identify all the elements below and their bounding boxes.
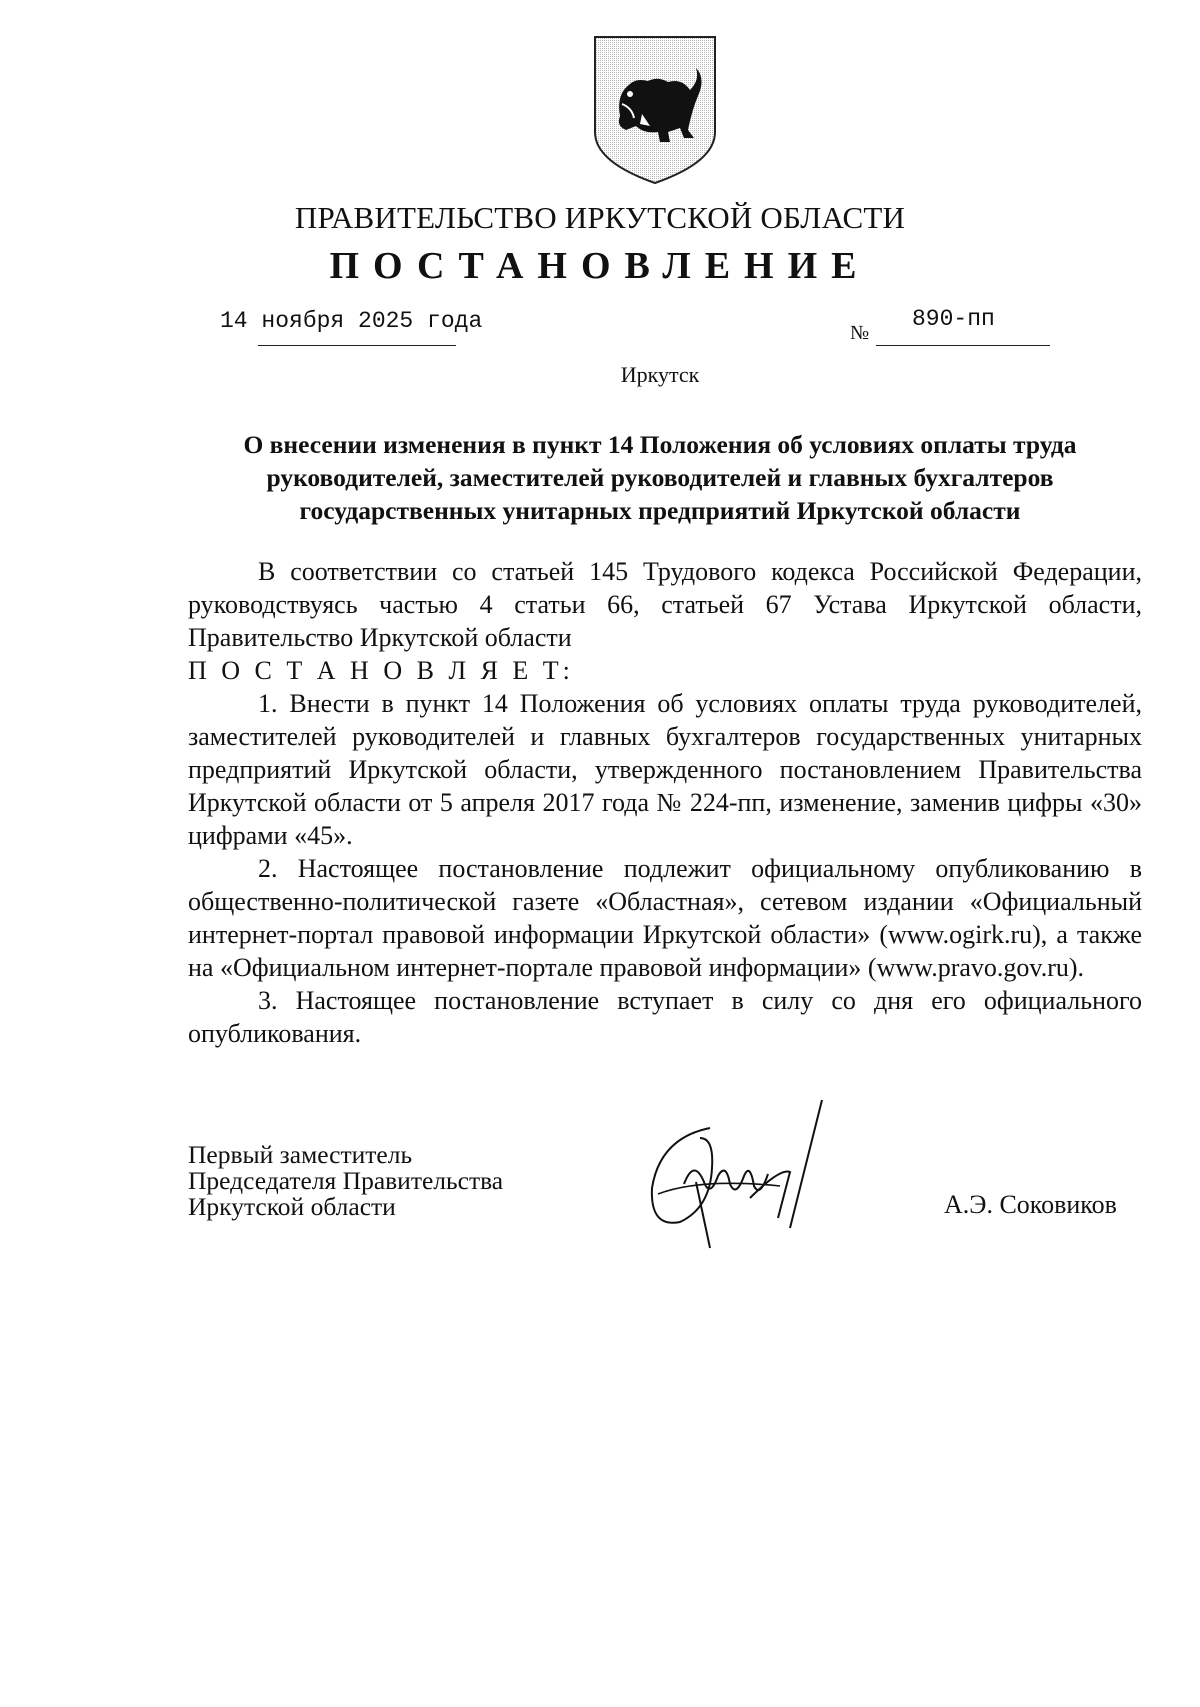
position-line-2: Председателя Правительства	[188, 1166, 504, 1195]
position-line-1: Первый заместитель	[188, 1140, 413, 1169]
government-name: ПРАВИТЕЛЬСТВО ИРКУТСКОЙ ОБЛАСТИ	[294, 200, 906, 235]
decree-word: П О С Т А Н О В Л Я Е Т:	[188, 656, 574, 685]
document-heading	[170, 428, 1150, 527]
city: Иркутск	[620, 362, 700, 387]
heading-line-2: руководителей, заместителей руководителей и главных бухгалтеров	[266, 463, 1054, 492]
signatory-position	[188, 1142, 503, 1220]
date-underline	[258, 345, 456, 346]
signatory-name: А.Э. Соковиков	[944, 1190, 1117, 1219]
item-1-paragraph: 1. Внести в пункт 14 Положения об условиях оплаты труда руководителей, заместителей руководителей и главных бухгалтеров государственных унитарных предприятий Иркутской области, утвержденного постановлением Правительства Иркутской области от 5 апреля 2017 года № 224-пп, изменение, заменив цифры «30» цифрами «45».	[188, 689, 1142, 850]
irkutsk-coat-of-arms-icon	[592, 34, 718, 186]
item-2-paragraph: 2. Настоящее постановление подлежит официальному опубликованию в общественно-политической газете «Областная», сетевом издании «Официальный интернет-портал правовой информации Иркутской области» (www.ogirk.ru), а также на «Официальном интернет-портале правовой информации» (www.pravo.gov.ru).	[188, 854, 1142, 982]
number-underline	[876, 345, 1050, 346]
position-line-3: Иркутской области	[188, 1192, 396, 1221]
number-sign: №	[850, 322, 870, 344]
handwritten-signature-icon	[640, 1098, 900, 1258]
preamble-paragraph: В соответствии со статьей 145 Трудового кодекса Российской Федерации, руководствуясь частью 4 статьи 66, статьей 67 Устава Иркутской области, Правительство Иркутской области	[188, 557, 1142, 652]
document-body	[188, 555, 1142, 1050]
heading-line-1: О внесении изменения в пункт 14 Положения об условиях оплаты труда	[243, 430, 1077, 459]
heading-line-3: государственных унитарных предприятий Иркутской области	[299, 496, 1021, 525]
item-3-paragraph: 3. Настоящее постановление вступает в силу со дня его официального опубликования.	[188, 986, 1142, 1048]
document-number: 890-пп	[912, 306, 995, 332]
document-date: 14 ноября 2025 года	[220, 308, 483, 334]
document-type: ПОСТАНОВЛЕНИЕ	[329, 245, 871, 287]
